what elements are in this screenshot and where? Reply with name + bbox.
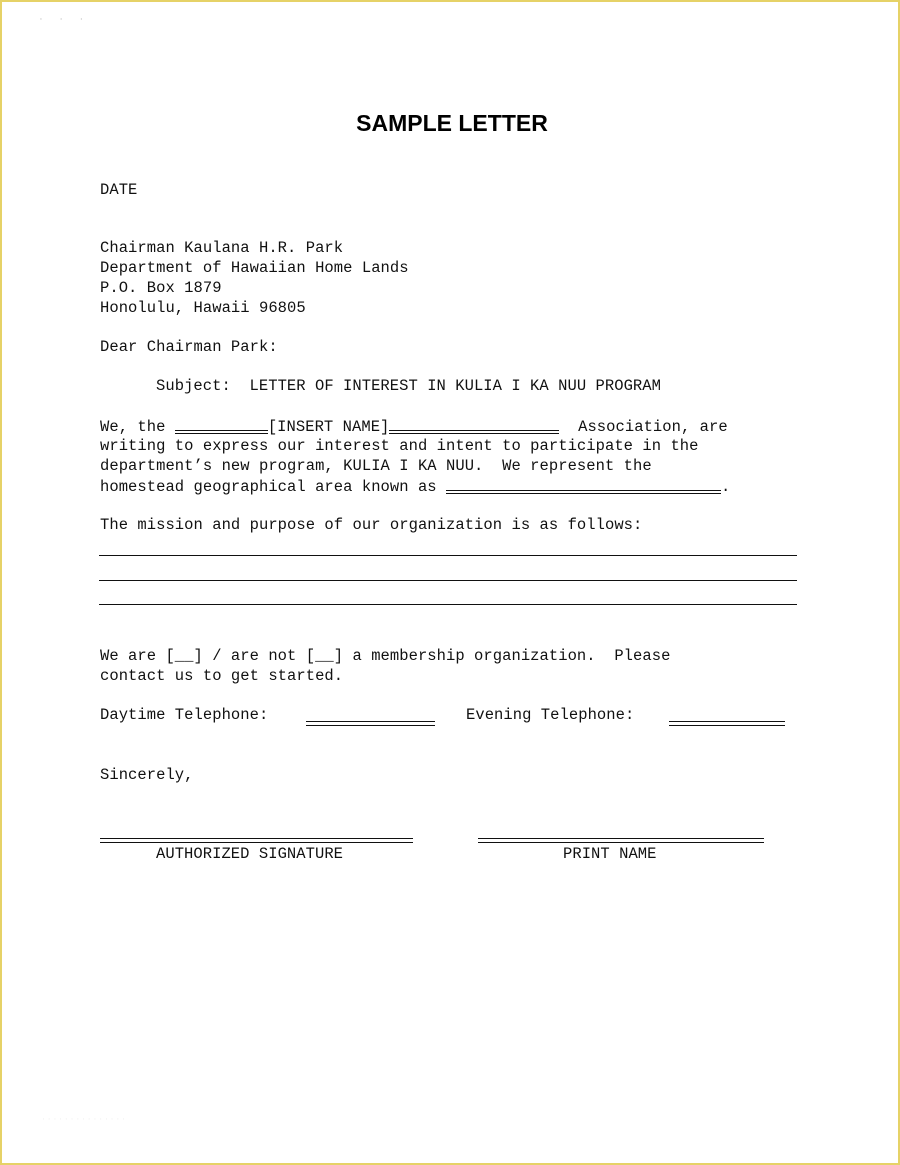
mission-line-3[interactable]	[99, 604, 797, 605]
salutation: Dear Chairman Park:	[100, 338, 278, 356]
subject-label: Subject:	[156, 377, 231, 395]
area-blank[interactable]	[446, 476, 721, 491]
letter-title: SAMPLE LETTER	[356, 110, 548, 136]
faint-watermark: · · · · · · · · · · · · · · ·	[42, 1115, 125, 1125]
paragraph-1-line-4	[100, 476, 730, 497]
paragraph-1-line-2: writing to express our interest and intent to participate in the	[100, 437, 699, 455]
we-the-text: We, the	[100, 418, 166, 436]
authorized-signature-line[interactable]	[100, 838, 413, 843]
scan-corner-marks: ' ' '	[40, 17, 91, 25]
paragraph-1-line-3: department’s new program, KULIA I KA NUU. We represent the	[100, 457, 652, 475]
daytime-telephone-blank[interactable]	[306, 721, 435, 726]
mission-line-1[interactable]	[99, 555, 797, 556]
subject-text: LETTER OF INTEREST IN KULIA I KA NUU PROGRAM	[249, 377, 661, 395]
address-line-2: Department of Hawaiian Home Lands	[100, 259, 409, 277]
membership-line-2: contact us to get started.	[100, 667, 344, 685]
print-name-line[interactable]	[478, 838, 764, 843]
authorized-signature-label: AUTHORIZED SIGNATURE	[156, 845, 344, 863]
subject-line	[156, 376, 661, 396]
mission-prompt: The mission and purpose of our organization is as follows:	[100, 516, 643, 534]
address-line-3: P.O. Box 1879	[100, 279, 222, 297]
paragraph-1-line-1	[100, 416, 728, 437]
membership-line-1: We are [__] / are not [__] a membership organization. Please	[100, 647, 671, 665]
address-line-4: Honolulu, Hawaii 96805	[100, 299, 306, 317]
address-line-1: Chairman Kaulana H.R. Park	[100, 239, 344, 257]
evening-telephone-label: Evening Telephone:	[466, 706, 635, 724]
name-blank-left[interactable]	[175, 416, 268, 431]
area-period: .	[721, 478, 731, 496]
area-known-as-text: homestead geographical area known as	[100, 478, 437, 496]
evening-telephone-blank[interactable]	[669, 721, 785, 726]
date-label: DATE	[100, 181, 138, 199]
print-name-label: PRINT NAME	[563, 845, 657, 863]
insert-name-placeholder: [INSERT NAME]	[267, 418, 390, 436]
mission-line-2[interactable]	[99, 580, 797, 581]
daytime-telephone-label: Daytime Telephone:	[100, 706, 269, 724]
closing: Sincerely,	[100, 766, 194, 784]
association-text: Association, are	[578, 418, 728, 436]
name-blank-right[interactable]	[389, 416, 559, 431]
